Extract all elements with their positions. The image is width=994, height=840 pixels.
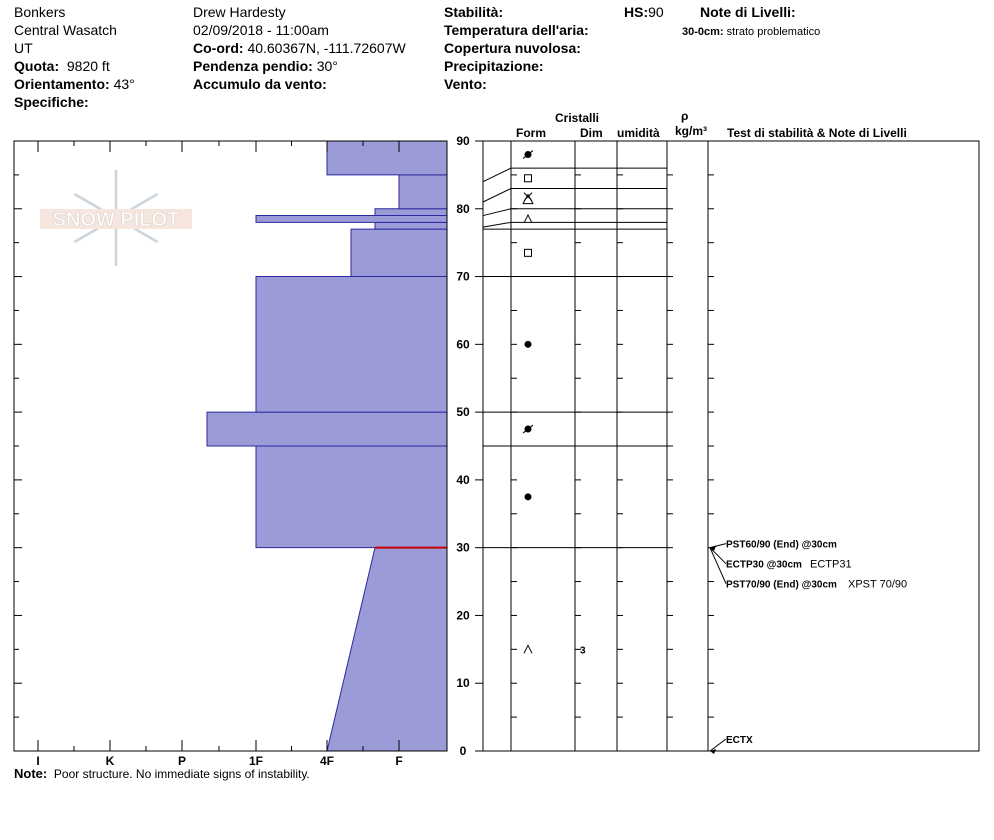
elevation-label: Quota: <box>14 58 60 74</box>
hardness-layer-7 <box>375 209 447 216</box>
hardness-tick-label: 4F <box>319 754 335 768</box>
specifics-label: Specifiche: <box>14 94 89 110</box>
hardness-layer-1 <box>256 446 447 548</box>
precipitation-label: Precipitazione: <box>444 58 544 74</box>
y-axis-tick-label: 10 <box>456 676 470 691</box>
layer-boundary-connector <box>483 188 511 202</box>
hardness-layer-4 <box>351 229 447 276</box>
state: UT <box>14 40 33 56</box>
hardness-layer-6 <box>256 216 447 223</box>
mountain-range: Central Wasatch <box>14 22 117 38</box>
crystal-depth-hoar-icon <box>524 645 532 653</box>
observer-name: Drew Hardesty <box>193 4 286 20</box>
layer-boundary-connector <box>483 209 511 216</box>
y-axis-tick-label: 90 <box>456 134 470 148</box>
aspect-value: 43° <box>113 76 135 92</box>
hardness-tick-label: K <box>105 754 115 768</box>
density-symbol: ρ <box>681 109 689 123</box>
stability-test-label: PST70/90 (End) @30cm <box>726 579 837 591</box>
y-axis-tick-label: 60 <box>456 337 470 352</box>
layer-notes-title: Note di Livelli: <box>700 4 796 20</box>
air-temp-label: Temperatura dell'aria: <box>444 22 589 38</box>
y-axis-tick-label: 40 <box>456 472 470 487</box>
aspect-label: Orientamento: <box>14 76 110 92</box>
wind-label: Vento: <box>444 76 487 92</box>
watermark-text: SNOW PILOT <box>52 209 180 231</box>
stability-test-label: ECTP30 @30cm <box>726 559 802 571</box>
note-text: Poor structure. No immediate signs of instability. <box>53 767 310 781</box>
hardness-tick-label: P <box>177 754 187 768</box>
wind-loading-label: Accumulo da vento: <box>193 76 327 92</box>
stability-test-arrow <box>710 548 726 584</box>
density-unit: kg/m³ <box>675 124 708 138</box>
hardness-tick-label: F <box>395 754 403 768</box>
hardness-layer-9 <box>327 141 447 175</box>
location-name: Bonkers <box>14 4 66 20</box>
stability-test-label: PST60/90 (End) @30cm <box>726 539 837 551</box>
crystals-header: Cristalli <box>555 111 600 125</box>
hardness-layer-2 <box>207 412 447 446</box>
crystal-size-label: 3 <box>580 645 586 657</box>
layer-boundary-connector <box>483 168 511 182</box>
cloud-cover-label: Copertura nuvolosa: <box>444 40 581 56</box>
stability-label: Stabilità: <box>444 4 504 20</box>
y-axis-tick-label: 30 <box>456 540 470 555</box>
stability-test-extra: XPST 70/90 <box>848 578 908 591</box>
hardness-layer-3 <box>256 277 447 413</box>
hardness-tick-label: I <box>36 754 40 768</box>
slope-label: Pendenza pendio: <box>193 58 313 74</box>
snowpilot-watermark <box>40 170 192 266</box>
stability-test-arrow <box>710 739 726 751</box>
stability-notes-header: Test di stabilità & Note di Livelli <box>727 126 907 140</box>
moisture-header: umidità <box>617 126 660 140</box>
y-axis-tick-label: 70 <box>456 269 470 284</box>
layer-note-text: strato problematico <box>726 26 821 38</box>
crystal-rounded-icon <box>525 341 532 348</box>
y-axis-tick-label: 80 <box>456 201 470 216</box>
stability-test-arrow <box>710 548 726 564</box>
stability-test-label: ECTX <box>726 735 753 746</box>
coord-value: 40.60367N, -111.72607W <box>247 40 406 56</box>
y-axis-tick-label: 0 <box>459 744 467 758</box>
stability-test-extra: ECTP31 <box>810 558 852 571</box>
crystal-faceted-icon <box>525 249 532 256</box>
hardness-tick-label: 1F <box>248 754 264 768</box>
footer-note <box>14 766 310 782</box>
crystal-depth-hoar-icon <box>524 215 532 223</box>
y-axis-tick-label: 20 <box>456 608 470 623</box>
layer-note-depth: 30-0cm: <box>682 26 724 38</box>
crystal-rounded-icon <box>525 493 532 500</box>
coord-label: Co-ord: <box>193 40 244 56</box>
crystal-faceted-icon <box>525 175 532 182</box>
y-axis-tick-label: 50 <box>456 405 470 420</box>
hardness-layer-0 <box>327 548 447 751</box>
hardness-layer-8 <box>399 175 447 209</box>
observation-datetime: 02/09/2018 - 11:00am <box>193 22 329 38</box>
note-label: Note: <box>14 766 48 781</box>
hs-value: 90 <box>648 4 664 20</box>
hs-label: HS: <box>624 4 649 20</box>
layer-boundary-connector <box>483 222 511 227</box>
slope-value: 30° <box>316 58 338 74</box>
crystal-surface-hoar-icon <box>523 193 533 204</box>
hardness-layer-5 <box>375 222 447 229</box>
size-header: Dim <box>580 126 603 140</box>
form-header: Form <box>516 126 546 140</box>
elevation-value: 9820 ft <box>66 58 110 74</box>
